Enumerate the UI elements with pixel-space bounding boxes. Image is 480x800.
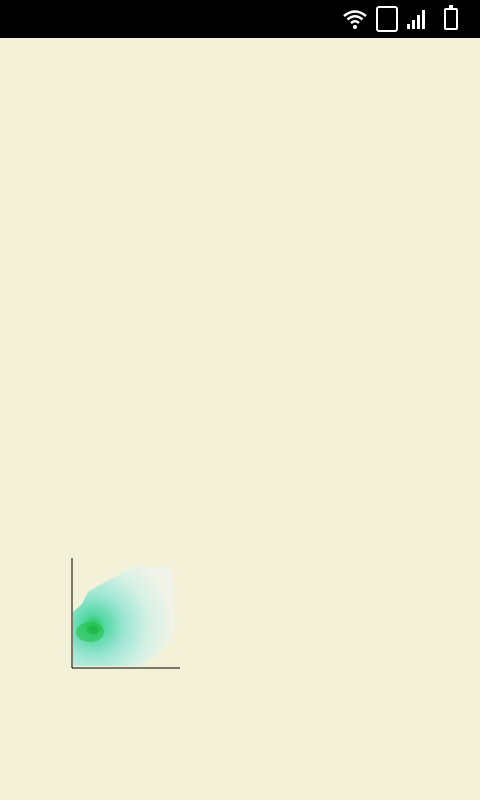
heatmap <box>73 566 174 666</box>
battery-icon <box>444 8 458 30</box>
results-text <box>60 52 424 78</box>
sim-slot-icon <box>376 6 398 32</box>
score-distribution-chart <box>60 552 320 678</box>
wifi-icon <box>342 8 368 30</box>
signal-icon <box>406 8 428 30</box>
status-icons <box>342 0 466 38</box>
results-text-continued <box>60 686 424 712</box>
status-bar <box>0 0 480 38</box>
